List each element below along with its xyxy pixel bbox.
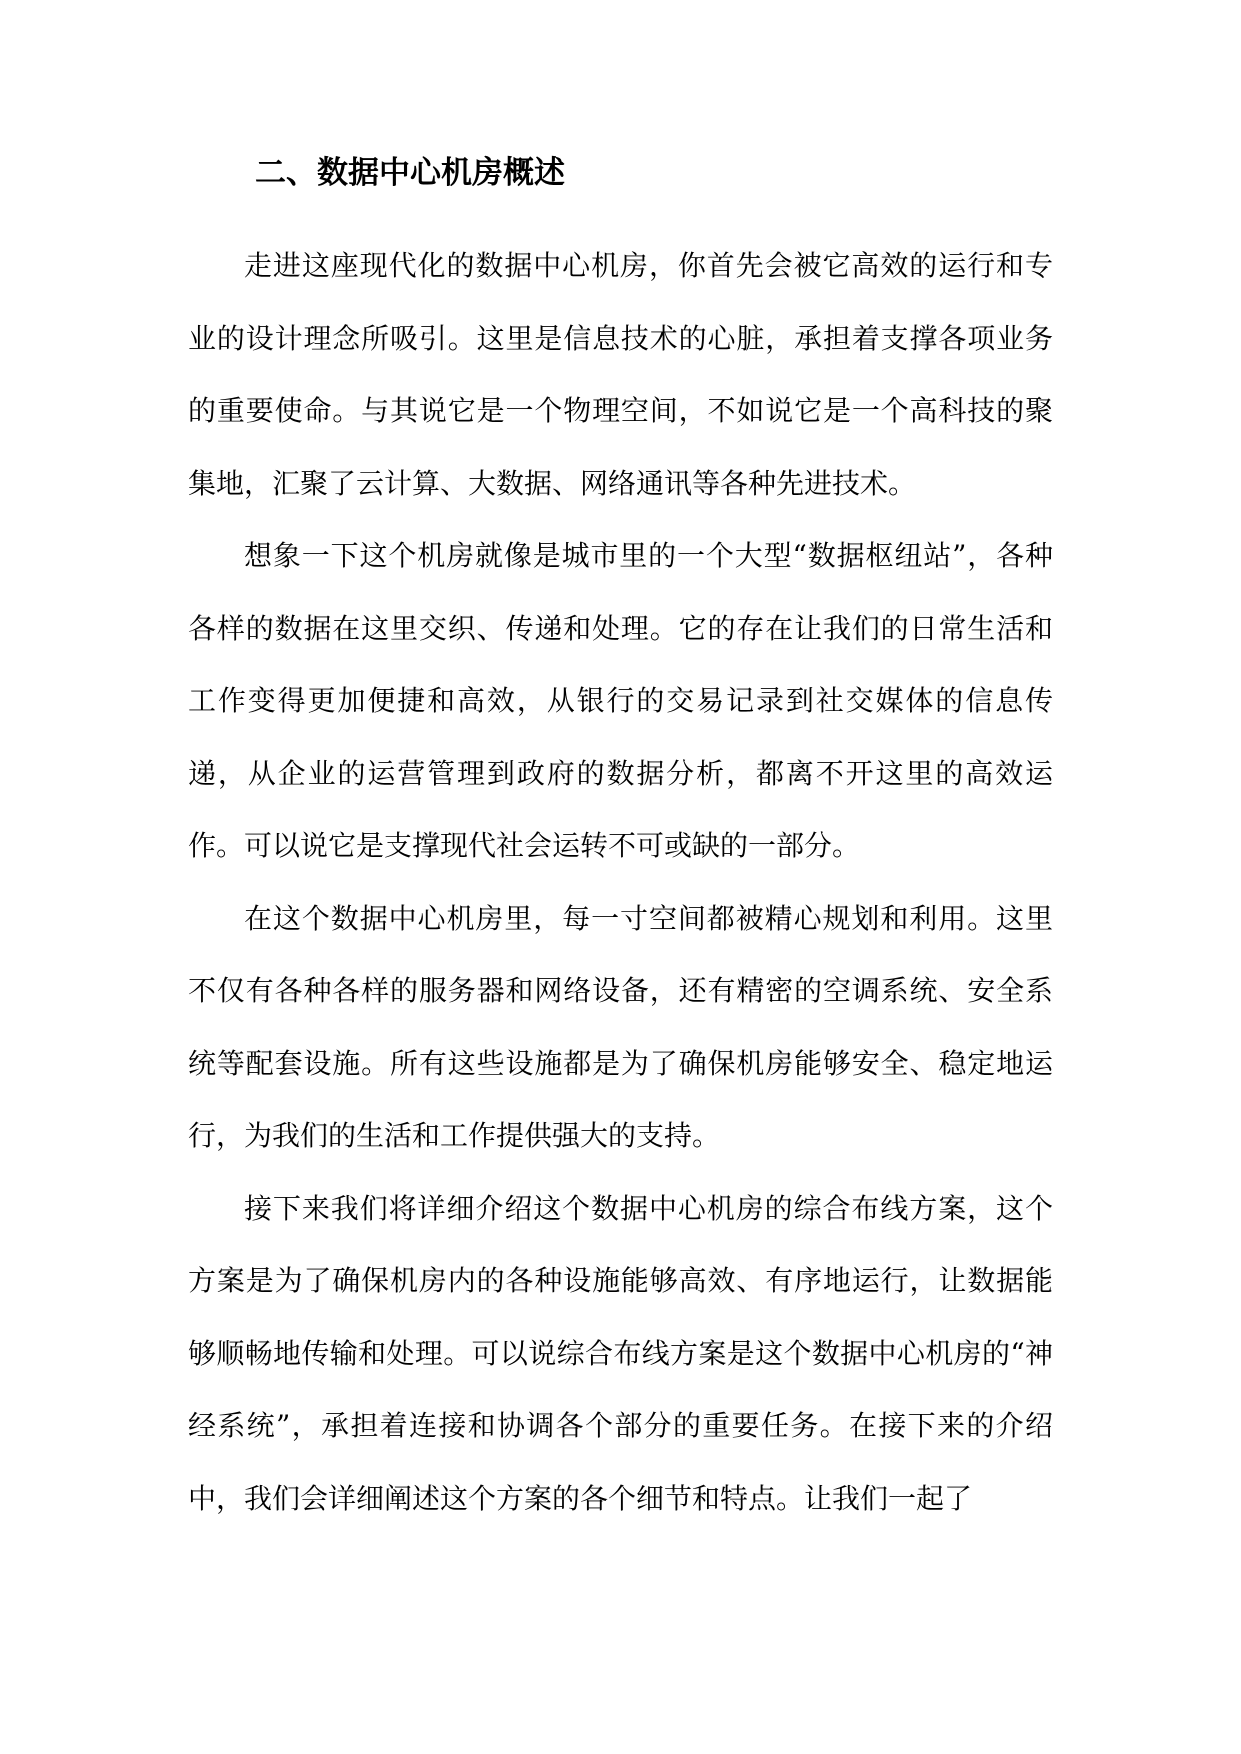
paragraph-cabling-intro: 接下来我们将详细介绍这个数据中心机房的综合布线方案，这个方案是为了确保机房内的各种设施能够高效、有序地运行，让数据能够顺畅地传输和处理。可以说综合布线方案是这个数据中心机房的“神经系统”，承担着连接和协调各个部分的重要任务。在接下来的介绍中，我们会详细阐述这个方案的各个细节和特点。让我们一起了	[188, 1191, 1053, 1515]
paragraph-space-planning: 在这个数据中心机房里，每一寸空间都被精心规划和利用。这里不仅有各种各样的服务器和网络设备，还有精密的空调系统、安全系统等配套设施。所有这些设施都是为了确保机房能够安全、稳定地运行，为我们的生活和工作提供强大的支持。	[188, 901, 1053, 1152]
paragraph-intro: 走进这座现代化的数据中心机房，你首先会被它高效的运行和专业的设计理念所吸引。这里是信息技术的心脏，承担着支撑各项业务的重要使命。与其说它是一个物理空间，不如说它是一个高科技的聚集地，汇聚了云计算、大数据、网络通讯等各种先进技术。	[188, 249, 1053, 500]
body-text	[188, 230, 1053, 1535]
section-heading: 二、数据中心机房概述	[255, 155, 565, 191]
paragraph-data-hub: 想象一下这个机房就像是城市里的一个大型“数据枢纽站”，各种各样的数据在这里交织、传递和处理。它的存在让我们的日常生活和工作变得更加便捷和高效，从银行的交易记录到社交媒体的信息传递，从企业的运营管理到政府的数据分析，都离不开这里的高效运作。可以说它是支撑现代社会运转不可或缺的一部分。	[188, 539, 1053, 862]
